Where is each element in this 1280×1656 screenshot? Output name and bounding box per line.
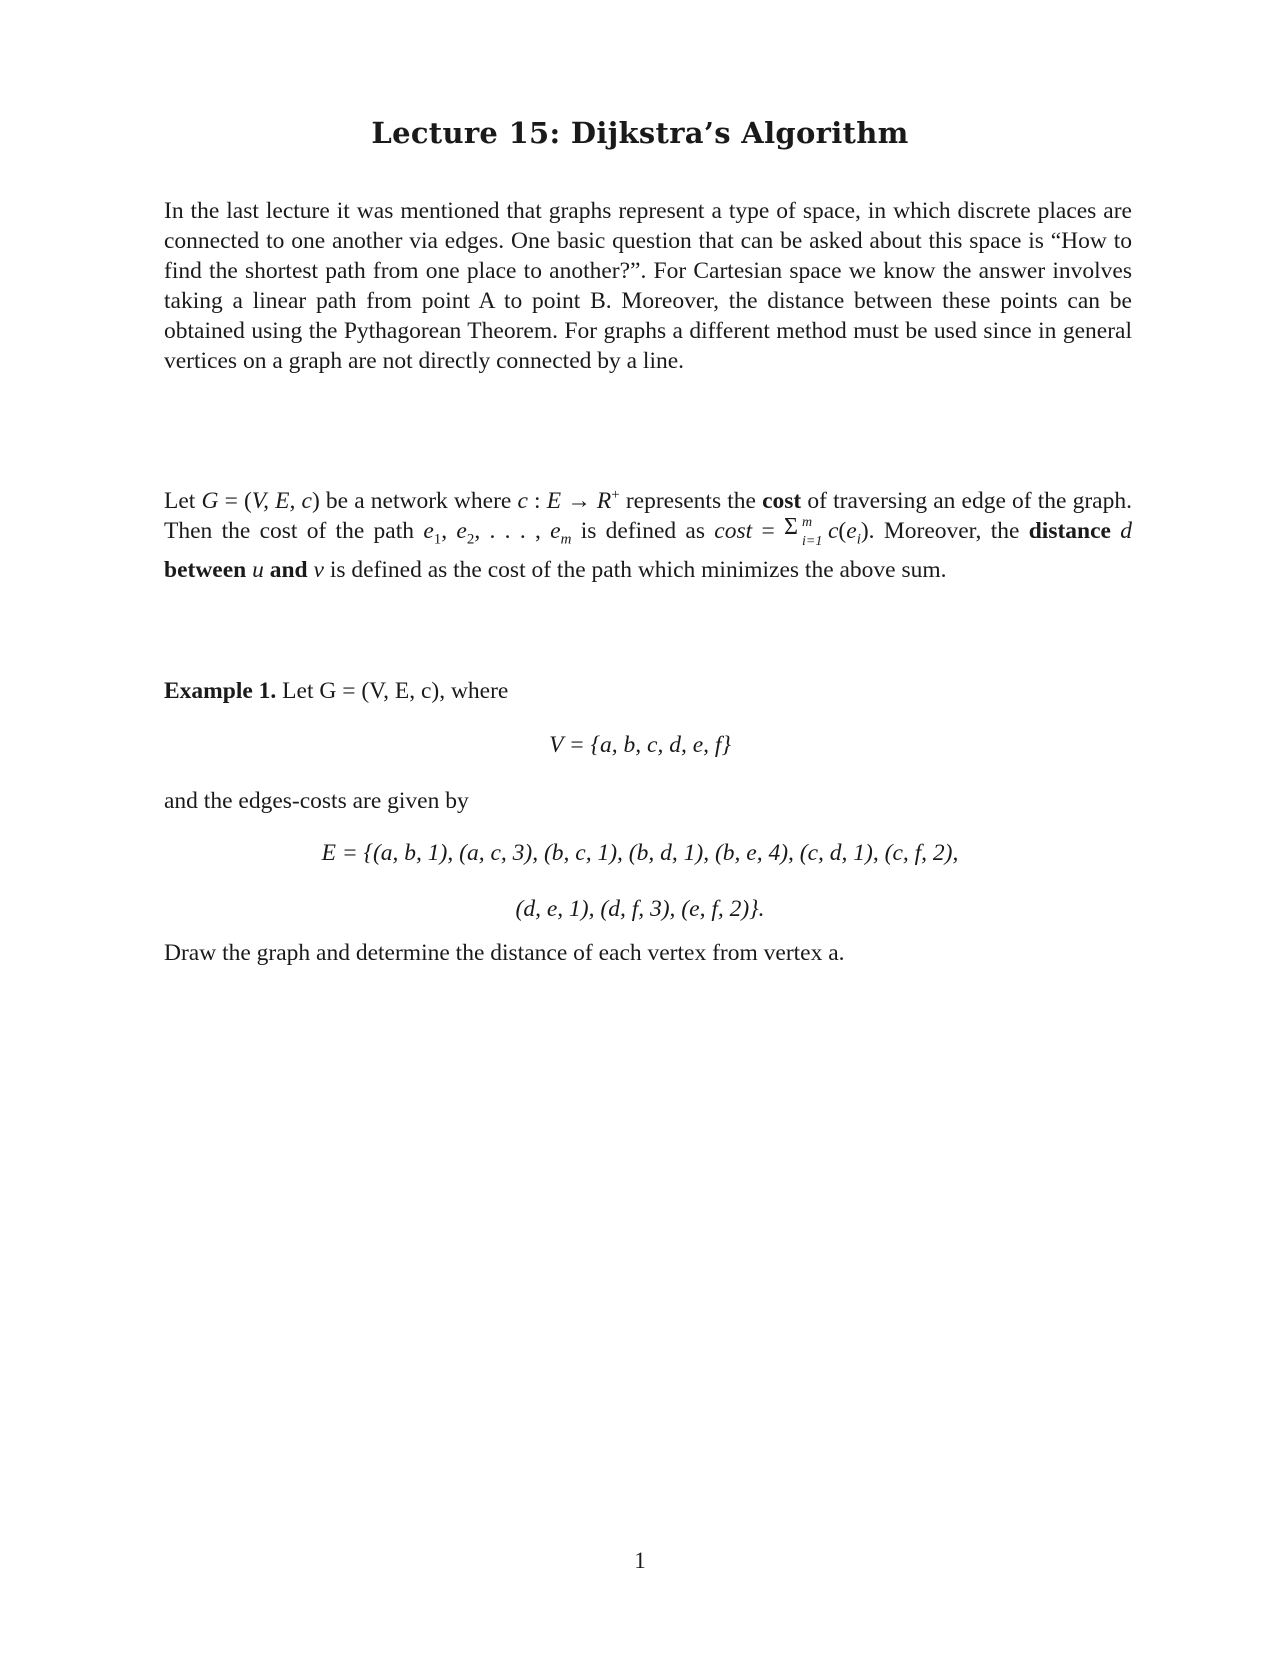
term-cost: cost xyxy=(762,487,802,514)
page-number: 1 xyxy=(634,1548,646,1573)
edge-set-equation-line-1: E = {(a, b, 1), (a, c, 3), (b, c, 1), (b, d, 1), (b, e, 4), (c, d, 1), (c, f, 2), xyxy=(321,840,959,866)
intro-paragraph: In the last lecture it was mentioned that graphs represent a type of space, in which discrete places are connected to one another via edges. One basic question that can be asked about this space is “How to find the shortest path from one place to another?”. For Cartesian space we know the answer involves taking a linear path from point A to point B. Moreover, the distance between these points can be obtained using the Pythagorean Theorem. For graphs a different method must be used since in general vertices on a graph are not directly connected by a line. xyxy=(164,198,1132,374)
page-title: Lecture 15: Dijkstra’s Algorithm xyxy=(371,116,909,150)
example-label: Example 1. xyxy=(164,678,277,704)
example-intro: Let G = (V, E, c), where xyxy=(276,678,509,704)
summation-symbol: Σ m i=1 xyxy=(783,513,823,549)
example-task: Draw the graph and determine the distance of each vertex from vertex a. xyxy=(164,940,845,966)
term-distance: distance xyxy=(1028,517,1111,544)
vertex-set-equation: V = {a, b, c, d, e, f} xyxy=(549,732,731,758)
definition-paragraph: Let G = (V, E, c) be a network where c : E → R+ represents the cost of traversing an edge of the graph. Then the cost of the path $e_1$, $e_2$, . . . , $e_m$ is defined as cost = Σ m i=1 $c(e_i)$. Moreover, the distance d between u and v is defined as the cost of the path which minimizes the above sum. xyxy=(164,487,1133,583)
example-heading xyxy=(164,676,508,706)
edge-set-equation-line-2: (d, e, 1), (d, f, 3), (e, f, 2)}. xyxy=(515,896,765,922)
edges-intro: and the edges-costs are given by xyxy=(164,788,469,814)
